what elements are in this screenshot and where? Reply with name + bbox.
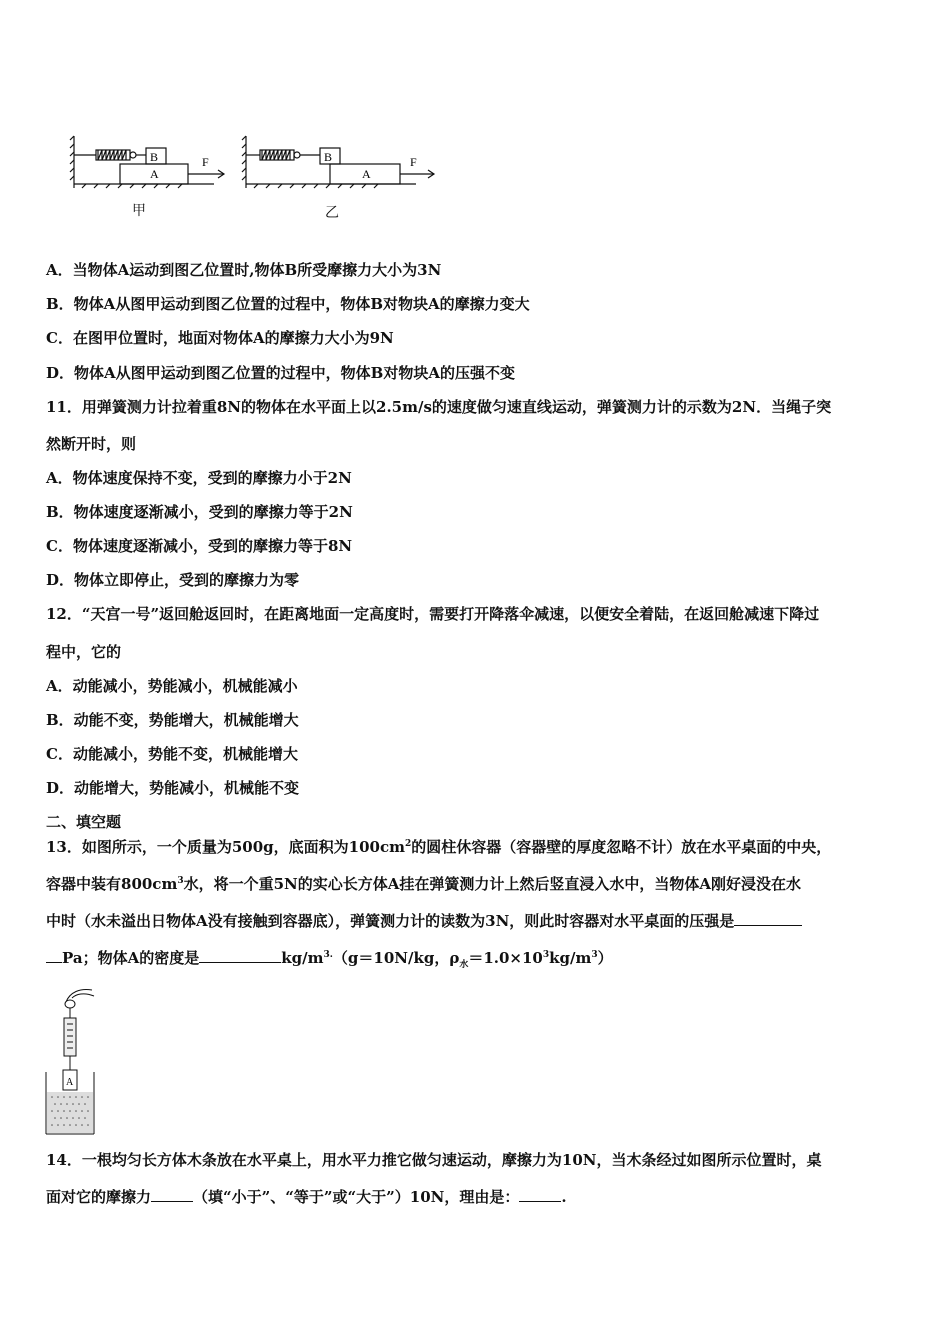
block-a-right: A <box>362 167 371 181</box>
q12-option-c: C．动能减小，势能不变，机械能增大 <box>46 745 298 763</box>
q13-line4-f: ） <box>597 949 613 967</box>
figure-label-yi: 乙 <box>325 205 339 221</box>
q11-option-c: C．物体速度逐渐减小，受到的摩擦力等于8N <box>46 537 353 555</box>
block-b-right: B <box>324 150 333 164</box>
diagram-right <box>242 136 434 188</box>
q10-option-c: C．在图甲位置时，地面对物体A的摩擦力大小为9N <box>46 329 394 347</box>
q13-line4-e: kg/m <box>549 949 592 967</box>
q11-stem-line1: 11．用弹簧测力计拉着重8N的物体在水平面上以2.5m/s的速度做匀速直线运动，弹簧测力计的示数为2N．当绳子突 <box>46 398 832 416</box>
q10-option-b: B．物体A从图甲运动到图乙位置的过程中，物体B对物块A的摩擦力变大 <box>46 295 530 313</box>
q13-line4-d: ＝1.0×10 <box>468 949 543 967</box>
q13-line2-sup: 3 <box>177 876 184 886</box>
q10-option-d: D．物体A从图甲运动到图乙位置的过程中，物体B对物块A的压强不变 <box>46 364 515 382</box>
q14-line1: 14．一根均匀长方体木条放在水平桌上，用水平力推它做匀速运动，摩擦力为10N，当木条经过如图所示位置时，桌 <box>46 1151 822 1169</box>
q13-line1 <box>46 837 831 857</box>
block-a-label: A <box>66 1077 74 1088</box>
block-a-left: A <box>150 167 159 181</box>
q14-blank-reason[interactable] <box>519 1187 561 1202</box>
block-b-left: B <box>150 150 159 164</box>
q13-line4-sub: 水 <box>459 960 469 970</box>
q14-line2-c: . <box>561 1188 567 1206</box>
q14-blank-friction[interactable] <box>151 1187 193 1202</box>
q13-line4-sup2: 3 <box>542 950 550 960</box>
water <box>47 1092 93 1133</box>
figure-spring-blocks <box>64 128 444 196</box>
q13-line3 <box>46 911 802 931</box>
figure-label-jia: 甲 <box>132 203 146 219</box>
q12-option-d: D．动能增大，势能减小，机械能不变 <box>46 779 300 797</box>
force-label-right: F <box>410 155 417 169</box>
q11-stem-line2: 然断开时，则 <box>46 435 137 453</box>
q13-line1-sup: 2 <box>405 839 412 849</box>
q13-line4-c: （g＝10N/kg，ρ <box>332 949 460 967</box>
q13-line4-b: kg/m <box>281 949 324 967</box>
q13-line3-text: 中时（水未溢出日物体A没有接触到容器底），弹簧测力计的读数为3N，则此时容器对水平桌面的压强是 <box>46 912 735 930</box>
q13-blank-pressure-part2[interactable] <box>46 948 62 963</box>
q13-line4-sup: 3. <box>323 950 333 960</box>
q12-option-b: B．动能不变，势能增大，机械能增大 <box>46 711 299 729</box>
q13-line4 <box>46 948 613 968</box>
diagram-left <box>70 136 224 188</box>
section-title: 二、填空题 <box>46 813 122 831</box>
q13-line2 <box>46 874 801 894</box>
q14-line2-a: 面对它的摩擦力 <box>46 1188 152 1206</box>
q13-blank-density[interactable] <box>199 948 281 963</box>
q12-stem-line1: 12．“天宫一号”返回舱返回时，在距离地面一定高度时，需要打开降落伞减速，以便安全着陆，在返回舱减速下降过 <box>46 605 820 623</box>
q13-line1-b: 的圆柱休容器（容器壁的厚度忽略不计）放在水平桌面的中央， <box>411 838 832 856</box>
force-label-left: F <box>202 155 209 169</box>
q10-option-a: A．当物体A运动到图乙位置时,物体B所受摩擦力大小为3N <box>46 261 442 279</box>
q11-option-d: D．物体立即停止，受到的摩擦力为零 <box>46 571 300 589</box>
q13-line1-a: 13．如图所示，一个质量为500g，底面积为100cm <box>46 838 405 856</box>
q13-line4-a: Pa；物体A的密度是 <box>62 949 200 967</box>
q12-option-a: A．动能减小，势能减小，机械能减小 <box>46 677 298 695</box>
q13-blank-pressure-part1[interactable] <box>734 911 802 926</box>
q11-option-b: B．物体速度逐渐减小，受到的摩擦力等于2N <box>46 503 353 521</box>
q13-line4-sup3: 3 <box>591 950 598 960</box>
q13-line2-a: 容器中装有800cm <box>46 875 178 893</box>
figure-spring-balance-container <box>44 984 104 1138</box>
q11-option-a: A．物体速度保持不变，受到的摩擦力小于2N <box>46 469 352 487</box>
q14-line2 <box>46 1187 567 1207</box>
q12-stem-line2: 程中，它的 <box>46 643 122 661</box>
q14-line2-b: （填“小于”、“等于”或“大于”）10N，理由是： <box>193 1188 520 1206</box>
q13-line2-b: 水，将一个重5N的实心长方体A挂在弹簧测力计上然后竖直浸入水中，当物体A刚好浸没在水 <box>183 875 802 893</box>
